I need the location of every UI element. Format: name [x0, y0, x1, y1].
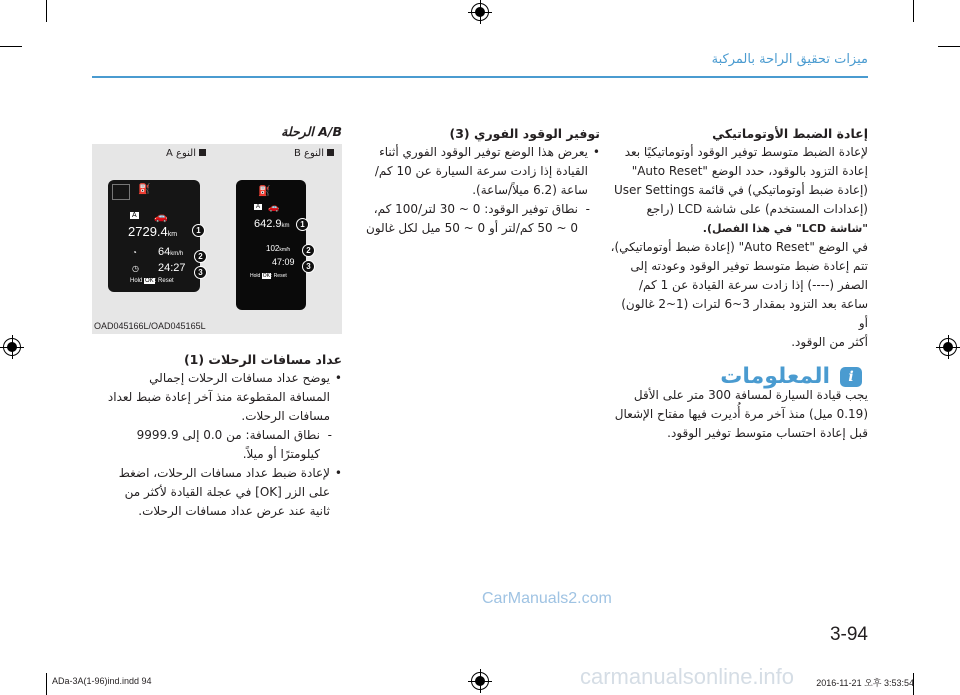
cluster-screen-b: [236, 180, 306, 310]
trip-figure: [92, 144, 342, 334]
trip-badge: A: [132, 212, 137, 219]
callout-3: 3: [194, 266, 207, 279]
body-line: على الزر [OK] في عجلة القيادة لأكثر من: [124, 485, 330, 499]
registration-mark-icon: [471, 3, 489, 21]
body-line: ساعة (6.2 ميلاً/ساعة).: [472, 183, 588, 197]
column-right: [610, 124, 868, 352]
crop-mark: [913, 0, 914, 22]
note-body: [610, 386, 868, 443]
note-line: يجب قيادة السيارة لمسافة 300 متر على الأقل: [633, 388, 868, 402]
column-middle: [352, 124, 600, 238]
body-line: مسافات الرحلات.: [241, 409, 330, 423]
body-line: المسافة المقطوعة منذ آخر إعادة ضبط لعداد: [107, 390, 330, 404]
figure-label-a: النوع A: [166, 148, 206, 159]
footer-watermark: carmanualsonline.info: [580, 664, 795, 689]
body-line: أكثر من الوقود.: [791, 335, 868, 349]
header-rule: [92, 76, 868, 78]
crop-mark: [46, 673, 47, 695]
note-line: (0.19 ميل) منذ آخر مرة أُديرت فيها مفتاح الإشعال: [614, 407, 868, 421]
body-line: القيادة إذا زادت سرعة السيارة عن 10 كم/: [374, 164, 588, 178]
hold-reset-hint: Hold OK: Reset: [130, 278, 174, 284]
cluster-screen-a: [108, 180, 200, 292]
body-line: في الوضع "Auto Reset" (إعادة ضبط أوتوماتيكي)،: [610, 240, 868, 254]
speed-value: 64km/h: [158, 246, 184, 258]
bullet-line: • يعرض هذا الوضع توفير الوقود الفوري أثناء: [352, 143, 600, 162]
trip-distance: 2729.4km: [128, 224, 178, 239]
hold-reset-hint: Hold OK: Reset: [250, 273, 287, 279]
dash-line: - نطاق المسافة: من 0.0 إلى 9999.9: [92, 426, 342, 445]
page-number: 3-94: [829, 624, 868, 645]
trip-badge: A: [256, 204, 261, 210]
body-line: ساعة بعد التزود بمقدار 3~6 لترات (1~2 غالون) أو: [621, 297, 868, 330]
subheading: عداد مسافات الرحلات (1): [183, 352, 342, 367]
note-title: المعلومات: [720, 364, 830, 389]
body-line: إعادة التزود بالوقود، حدد الوضع "Auto Reset": [631, 164, 868, 178]
body-line: "شاشة LCD" في هذا الفصل).: [702, 222, 868, 235]
body-line: كيلومترًا أو ميلاً.: [242, 447, 320, 461]
fuel-icon: ⛽: [138, 184, 151, 195]
section-heading: توفير الوقود الفوري (3): [449, 126, 600, 141]
crop-mark: [0, 46, 22, 47]
car-icon: 🚗: [154, 211, 168, 223]
section-heading: إعادة الضبط الأوتوماتيكي: [712, 126, 868, 141]
column-left-body: [92, 350, 342, 521]
registration-mark-icon: [471, 672, 489, 690]
bullet-line: • يوضح عداد مسافات الرحلات إجمالي: [92, 369, 342, 388]
column-left-heading: [92, 122, 342, 141]
callout-2: 2: [302, 244, 315, 257]
footer-timestamp: 2016-11-21 오후 3:53:54: [816, 678, 914, 688]
registration-mark-icon: [939, 338, 957, 356]
figure-code: OAD045166L/OAD045165L: [94, 321, 206, 331]
bullet-line: • لإعادة ضبط عداد مسافات الرحلات، اضغط: [92, 464, 342, 483]
note-line: قبل إعادة احتساب متوسط توفير الوقود.: [667, 426, 868, 440]
elapsed-time: 47:09: [272, 257, 295, 267]
body-line: تتم إعادة ضبط متوسط توفير الوقود وعودته إلى: [630, 259, 868, 273]
info-icon: i: [840, 367, 862, 387]
registration-mark-icon: [3, 338, 21, 356]
crop-mark: [46, 0, 47, 22]
body-line: (إعدادات المستخدم) على شاشة LCD (راجع: [646, 202, 868, 216]
speed-value: 102km/h: [266, 244, 291, 253]
footer-file: ADa-3A(1-96)ind.indd 94: [52, 676, 152, 686]
clock-icon: ◷: [132, 264, 139, 273]
body-line: ثانية عند عرض عداد مسافات الرحلات.: [138, 504, 330, 518]
elapsed-time: 24:27: [158, 262, 186, 274]
figure-label-b: النوع B: [294, 148, 334, 159]
body-line: لإعادة الضبط متوسط توفير الوقود أوتوماتيكيًا بعد: [624, 145, 868, 159]
body-line: الصفر (----) إذا زادت سرعة القيادة عن 1 كم/: [639, 278, 868, 292]
callout-1: 1: [296, 218, 309, 231]
callout-3: 3: [302, 260, 315, 273]
body-line: (إعادة ضبط أوتوماتيكي) في قائمة User Settings: [614, 183, 868, 197]
running-head: ميزات تحقيق الراحة بالمركبة: [711, 52, 868, 67]
fuel-icon: ⛽: [258, 186, 271, 197]
watermark: CarManuals2.com: [482, 590, 612, 607]
gauge-icon: ◔: [132, 248, 137, 257]
crop-mark: [938, 46, 960, 47]
callout-1: 1: [192, 224, 205, 237]
callout-2: 2: [194, 250, 207, 263]
trip-distance: 642.9km: [254, 218, 290, 230]
menu-tile: [112, 184, 130, 200]
car-icon: 🚗: [268, 202, 280, 212]
dash-line: - نطاق توفير الوقود: 0 ~ 30 لتر/100 كم،: [352, 200, 600, 219]
section-heading: A/B الرحلة: [281, 124, 342, 139]
body-line: 0 ~ 50 كم/لتر أو 0 ~ 50 ميل لكل غالون: [366, 221, 578, 235]
